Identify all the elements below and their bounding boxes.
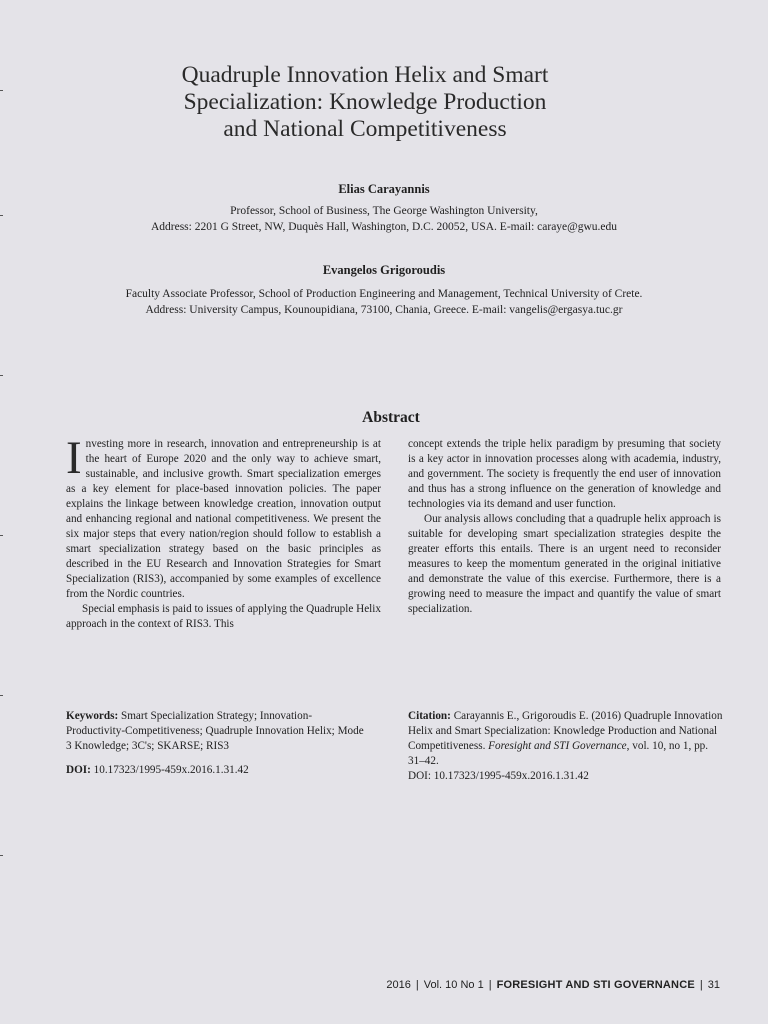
edge-mark [0, 695, 3, 696]
citation-label: Citation: [408, 710, 451, 722]
author-affiliation-1 [0, 203, 768, 235]
abstract-paragraph-1: nvesting more in research, innovation and entrepreneurship is at the heart of Europe 2020 and the only way to achieve smart, sustainable, and inclusive growth. Smart specialization emerges as a key element for place-based innovation policies. The paper explains the linkage between knowledge creation, innovation output and enhancing regional and national competitiveness. We present the six major steps that every nation/region should follow to establish a smart specialization strategy based on the basic principles as described in the EU Research and Innovation Strategies for Smart Specialization (RIS3), accompanied by some examples of excellence from the Nordic countries. [66, 438, 381, 600]
doi-block [66, 763, 366, 778]
abstract-paragraph [66, 432, 381, 602]
title-line-2: Specialization: Knowledge Production [183, 89, 547, 115]
edge-mark [0, 535, 3, 536]
citation-block [408, 709, 723, 784]
footer-journal: FORESIGHT AND STI GOVERNANCE [496, 979, 695, 991]
author-affiliation-2 [0, 286, 768, 318]
citation-volume: , vol. 10, no 1, pp. 31–42. [408, 740, 709, 767]
citation-doi[interactable]: DOI: 10.17323/1995-459x.2016.1.31.42 [408, 770, 589, 782]
keywords-text: Smart Specialization Strategy; Innovation-Productivity-Competitiveness; Quadruple Innovation Helix; Mode 3 Knowledge; 3C's; SKARSE; RIS3 [66, 710, 364, 752]
edge-mark [0, 90, 3, 91]
author-name-1: Elias Carayannis [338, 182, 430, 196]
article-title [90, 62, 640, 143]
doi-link[interactable]: 10.17323/1995-459x.2016.1.31.42 [93, 764, 249, 776]
abstract-paragraph-4: Our analysis allows concluding that a quadruple helix approach is suitable for developing smart specialization strategies despite the greater efforts this entails. There is an urgent need to reconsider measures to keep the momentum generated in the original initiative and demonstrate the value of this exercise. Furthermore, there is a growing need to measure the impact and quantify the value of smart specialization. [408, 513, 721, 615]
abstract-column-left [66, 432, 381, 632]
abstract-column-right [408, 437, 721, 617]
affiliation-address: Address: University Campus, Kounoupidiana, 73100, Chania, Greece. E-mail: vangelis@ergasya.tuc.gr [145, 304, 623, 316]
doi-label: DOI: [66, 764, 91, 776]
edge-mark [0, 855, 3, 856]
affiliation-line: Professor, School of Business, The George Washington University, [230, 205, 538, 217]
title-line-3: and National Competitiveness [223, 116, 507, 142]
footer-separator: | [488, 979, 492, 991]
keywords-label: Keywords: [66, 710, 119, 722]
edge-mark [0, 375, 3, 376]
footer-volume: Vol. 10 No 1 [423, 979, 484, 991]
affiliation-address: Address: 2201 G Street, NW, Duquès Hall, Washington, D.C. 20052, USA. E-mail: caraye@gwu.edu [150, 221, 618, 233]
keywords-block [66, 709, 366, 754]
footer-year: 2016 [386, 979, 411, 991]
author-name-2: Evangelos Grigoroudis [322, 263, 446, 277]
affiliation-line: Faculty Associate Professor, School of Production Engineering and Management, Technical University of Crete. [125, 288, 643, 300]
abstract-heading: Abstract [362, 409, 420, 426]
title-line-1: Quadruple Innovation Helix and Smart [181, 62, 549, 88]
citation-text: Carayannis E., Grigoroudis E. (2016) Quadruple Innovation Helix and Smart Specialization: Knowledge Production and National Competitiveness. [408, 710, 723, 752]
footer-separator: | [699, 979, 703, 991]
abstract-paragraph-3: concept extends the triple helix paradigm by presuming that society is a key actor in innovation processes along with academia, industry, and government. The society is frequently the end user of innovation and thus has a strong influence on the generation of knowledge and technologies via its demand and user function. [408, 438, 721, 510]
footer-separator: | [415, 979, 419, 991]
drop-cap: I [66, 432, 82, 484]
abstract-paragraph-2: Special emphasis is paid to issues of applying the Quadruple Helix approach in the context of RIS3. This [66, 603, 381, 630]
page-footer [200, 979, 720, 991]
citation-journal: Foresight and STI Governance [488, 740, 627, 752]
page-number: 31 [707, 979, 720, 991]
